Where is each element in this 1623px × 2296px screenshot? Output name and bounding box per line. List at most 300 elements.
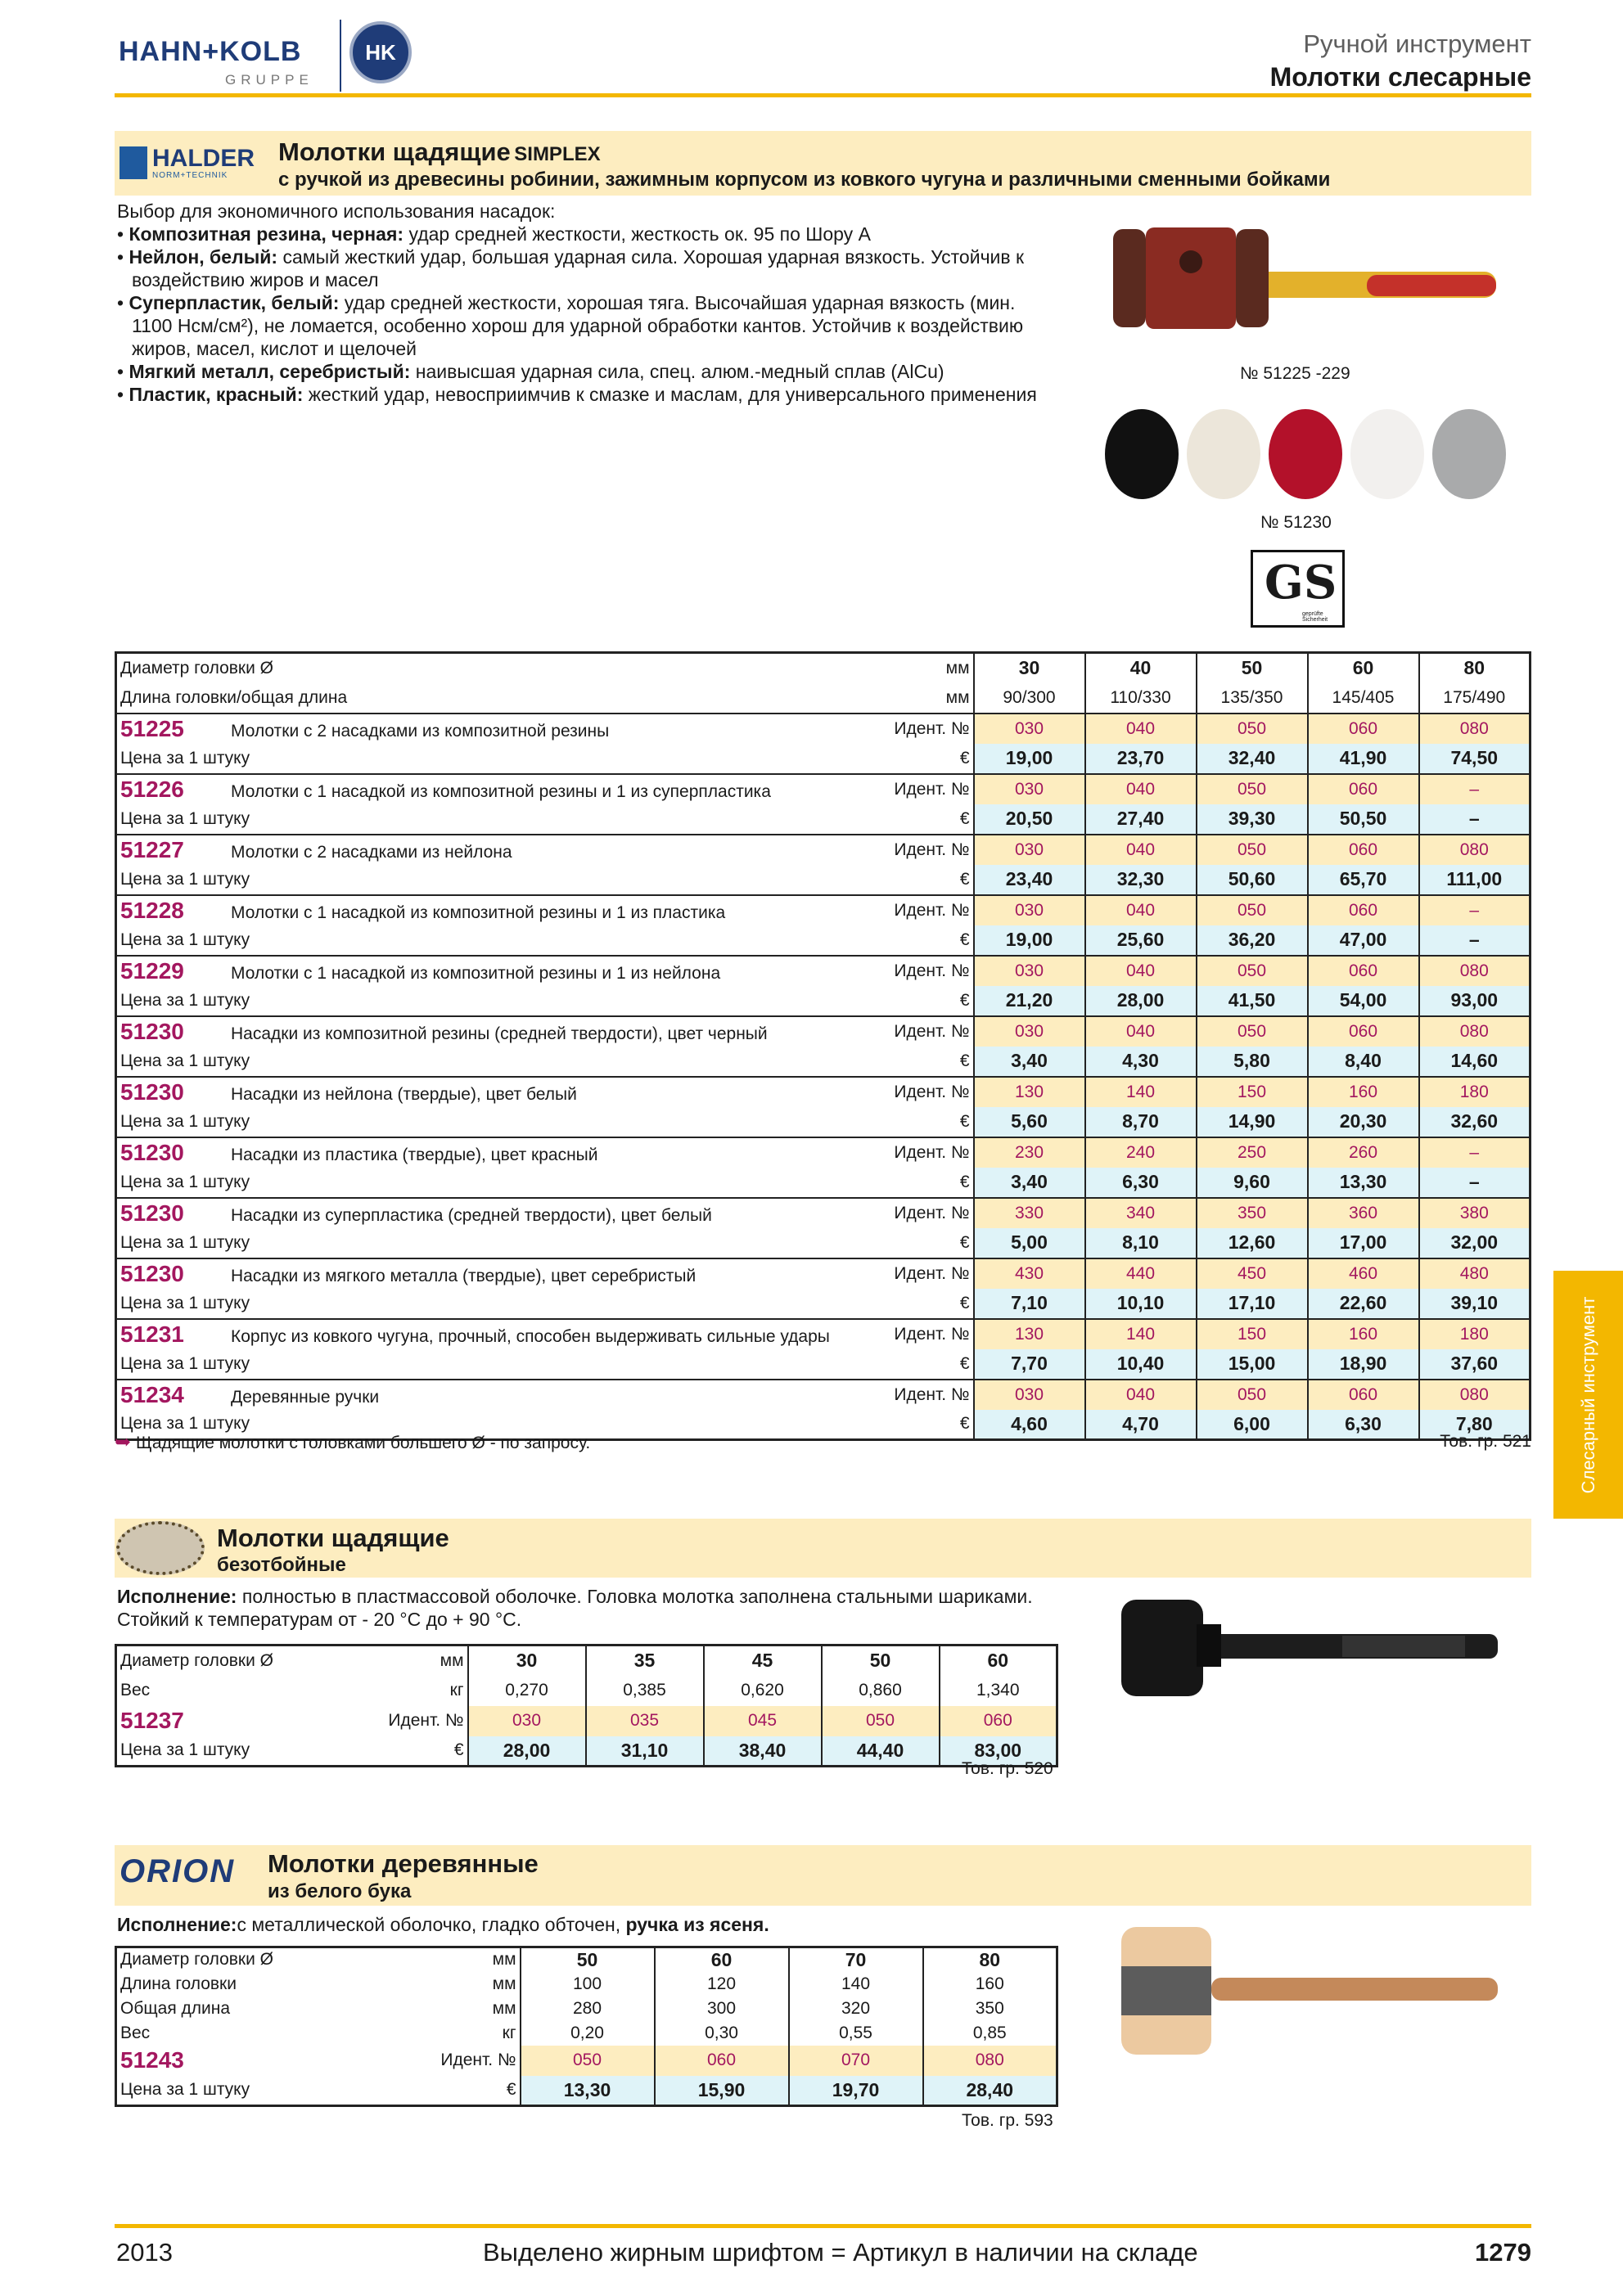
product-description: Насадки из композитной резины (средней твердости), цвет черный [231, 1024, 768, 1043]
ident-value: 160 [1308, 1077, 1419, 1107]
product-description: Корпус из ковкого чугуна, прочный, способен выдерживать сильные удары [231, 1326, 830, 1346]
price-value: 41,50 [1197, 986, 1308, 1016]
unit-kg: кг [449, 1681, 464, 1699]
price-value: 25,60 [1085, 925, 1197, 956]
weight-value: 0,860 [822, 1676, 940, 1706]
article-code: 51230 [120, 1018, 184, 1044]
bullet-item: • Мягкий металл, серебристый: наивысшая ударная сила, спец. алюм.-медный сплав (AlCu) [117, 361, 944, 382]
ident-value: 030 [974, 1016, 1085, 1047]
ident-value: 160 [1308, 1319, 1419, 1349]
section3-title: Молотки деревянные [268, 1849, 539, 1878]
price-row [116, 1107, 1531, 1137]
header-row-length [116, 683, 1531, 714]
header-row-diameter [116, 1645, 1057, 1676]
arrow-right-icon: ➥ [115, 1431, 132, 1453]
bullet-item: • Пластик, красный: жесткий удар, невосприимчив к смазке и маслам, для универсального применения [117, 384, 1037, 405]
ident-value: 080 [1419, 956, 1531, 986]
price-label: Цена за 1 штуку [116, 2076, 383, 2106]
ident-value: 050 [1197, 835, 1308, 865]
ident-value: 050 [1197, 1380, 1308, 1410]
product-group-3: Тов. гр. 593 [962, 2111, 1053, 2130]
price-value: 41,90 [1308, 744, 1419, 774]
price-value: 37,60 [1419, 1349, 1531, 1380]
currency: € [959, 1172, 970, 1191]
ident-value: 070 [789, 2046, 923, 2076]
bullet-text: удар средней жесткости, жесткость ок. 95 по Шору А [403, 223, 871, 245]
halder-mark-icon [119, 146, 147, 179]
price-value: 13,30 [521, 2076, 655, 2106]
ident-label: Идент. № [388, 1711, 464, 1730]
simplex-hammer-image [1097, 205, 1506, 352]
ident-value: 040 [1085, 1380, 1197, 1410]
ident-value: 050 [1197, 895, 1308, 925]
ident-value: 350 [1197, 1198, 1308, 1228]
price-value: 17,10 [1197, 1289, 1308, 1319]
total-length-value: 300 [655, 1997, 789, 2021]
section3-description [117, 1913, 1058, 1936]
bullet-term: Мягкий металл, серебристый: [128, 361, 411, 382]
head-length-value: 160 [923, 1972, 1057, 1997]
ident-value: 045 [704, 1706, 822, 1736]
article-code: 51243 [120, 2047, 184, 2073]
simplex-price-table [115, 651, 1531, 1441]
price-row [116, 1349, 1531, 1380]
price-label: Цена за 1 штуку [116, 1107, 886, 1137]
currency: € [885, 1410, 973, 1440]
price-label: Цена за 1 штуку [116, 1168, 886, 1198]
product-description-cell [116, 1198, 886, 1228]
price-row [116, 2076, 1057, 2106]
price-value: 36,20 [1197, 925, 1308, 956]
deadblow-price-table [115, 1644, 1058, 1767]
article-code: 51228 [120, 897, 184, 923]
ident-value: 480 [1419, 1258, 1531, 1289]
section1-title-main: Молотки щадящие [278, 137, 511, 166]
weight-value: 0,55 [789, 2021, 923, 2046]
price-value: 6,30 [1308, 1410, 1419, 1440]
ident-label: Идент. № [885, 1258, 973, 1289]
head-length-label: Длина головки [116, 1972, 383, 1997]
section1-description [117, 200, 1058, 406]
diameter-value: 40 [1085, 653, 1197, 683]
ident-value: 150 [1197, 1077, 1308, 1107]
ident-value: 040 [1085, 774, 1197, 804]
price-value: 9,60 [1197, 1168, 1308, 1198]
ident-row [116, 774, 1531, 804]
weight-value: 1,340 [940, 1676, 1057, 1706]
ident-value: 130 [974, 1077, 1085, 1107]
price-row [116, 925, 1531, 956]
price-value: 39,10 [1419, 1289, 1531, 1319]
ident-value: 460 [1308, 1258, 1419, 1289]
unit-mm: мм [885, 653, 973, 683]
ident-value: 040 [1085, 895, 1197, 925]
section1-subtitle: с ручкой из древесины робинии, зажимным корпусом из ковкого чугуна и различными сменными бойками [278, 169, 1331, 191]
price-value: 32,00 [1419, 1228, 1531, 1258]
price-value: – [1419, 1168, 1531, 1198]
head-length-value: 120 [655, 1972, 789, 1997]
ident-value: 330 [974, 1198, 1085, 1228]
ident-value: 050 [822, 1706, 940, 1736]
section1-title-sub: SIMPLEX [514, 143, 601, 165]
ident-value: 080 [1419, 714, 1531, 744]
weight-value: 0,620 [704, 1676, 822, 1706]
currency: € [959, 869, 970, 889]
product-description-cell [116, 835, 886, 865]
price-value: 32,60 [1419, 1107, 1531, 1137]
ident-label: Идент. № [885, 714, 973, 744]
ident-value: 060 [1308, 1380, 1419, 1410]
length-label: Длина головки/общая длина [116, 683, 886, 714]
currency: € [348, 1736, 467, 1767]
image-caption-2: № 51230 [1260, 513, 1332, 532]
price-label: Цена за 1 штуку [116, 865, 886, 895]
price-value: 74,50 [1419, 744, 1531, 774]
bullet-item: • Нейлон, белый: самый жесткий удар, большая ударная сила. Хорошая ударная вязкость. Устойчив к воздействию жиров и масел [117, 246, 1025, 290]
ident-row [116, 956, 1531, 986]
ident-label: Идент. № [885, 1137, 973, 1168]
price-label: Цена за 1 штуку [116, 1289, 886, 1319]
price-value: 8,40 [1308, 1047, 1419, 1077]
ident-value: 030 [974, 895, 1085, 925]
product-description-cell [116, 1077, 886, 1107]
length-value: 110/330 [1085, 683, 1197, 714]
ident-value: 050 [1197, 1016, 1308, 1047]
product-description-cell [116, 956, 886, 986]
ident-row [116, 2046, 1057, 2076]
price-row [116, 1736, 1057, 1767]
ident-row [116, 895, 1531, 925]
bullet-term: Суперпластик, белый: [128, 292, 340, 313]
currency: € [959, 748, 970, 768]
price-row [116, 744, 1531, 774]
bullet-text: наивысшая ударная сила, спец. алюм.-медный сплав (AlCu) [410, 361, 944, 382]
price-value: 4,30 [1085, 1047, 1197, 1077]
diameter-value: 80 [1419, 653, 1531, 683]
price-value: 22,60 [1308, 1289, 1419, 1319]
diameter-value: 50 [822, 1645, 940, 1676]
diameter-value: 60 [940, 1645, 1057, 1676]
weight-value: 0,385 [586, 1676, 704, 1706]
length-value: 145/405 [1308, 683, 1419, 714]
ident-value: 050 [521, 2046, 655, 2076]
price-value: 15,00 [1197, 1349, 1308, 1380]
ident-value: 080 [923, 2046, 1057, 2076]
price-value: 5,80 [1197, 1047, 1308, 1077]
price-value: – [1419, 925, 1531, 956]
article-code: 51227 [120, 836, 184, 862]
header-row-total-length [116, 1997, 1057, 2021]
price-value: 19,00 [974, 925, 1085, 956]
price-value: 18,90 [1308, 1349, 1419, 1380]
total-length-value: 320 [789, 1997, 923, 2021]
price-label: Цена за 1 штуку [116, 986, 886, 1016]
diameter-value: 30 [468, 1645, 586, 1676]
product-description-cell [116, 1016, 886, 1047]
ident-value: 035 [586, 1706, 704, 1736]
price-value: 39,30 [1197, 804, 1308, 835]
ident-value: 030 [468, 1706, 586, 1736]
weight-value: 0,30 [655, 2021, 789, 2046]
length-value: 175/490 [1419, 683, 1531, 714]
article-code: 51231 [120, 1321, 184, 1347]
product-description-cell [116, 1319, 886, 1349]
section1-bullet-list [117, 223, 1058, 406]
ident-value: 260 [1308, 1137, 1419, 1168]
bullet-term: Нейлон, белый: [128, 246, 278, 268]
gs-mark-letters: GS [1265, 556, 1337, 610]
article-code: 51225 [120, 715, 184, 741]
ident-value: 040 [1085, 1016, 1197, 1047]
exec-text: с металлической оболочко, гладко обточен, [237, 1914, 626, 1935]
exec-label: Исполнение: [117, 1586, 237, 1607]
price-row [116, 804, 1531, 835]
price-value: 5,60 [974, 1107, 1085, 1137]
price-value: 7,80 [1419, 1410, 1531, 1440]
price-value: 111,00 [1419, 865, 1531, 895]
ident-value: 060 [1308, 835, 1419, 865]
section2-title: Молотки щадящие [217, 1524, 449, 1552]
section2-logo [116, 1521, 205, 1575]
diameter-value: 30 [974, 653, 1085, 683]
price-value: 4,60 [974, 1410, 1085, 1440]
table-note [115, 1430, 590, 1454]
ident-label: Идент. № [885, 1077, 973, 1107]
footer-rule [115, 2224, 1531, 2228]
page-number: 1279 [1475, 2238, 1531, 2267]
article-code: 51237 [120, 1708, 184, 1733]
section3-subtitle: из белого бука [268, 1880, 412, 1902]
price-row [116, 986, 1531, 1016]
side-tab-label: Слесарный инструмент [1577, 1296, 1598, 1493]
section2-subtitle: безотбойные [217, 1554, 346, 1576]
brand-emblem-text: HK [365, 40, 396, 65]
unit-mm: мм [492, 1998, 516, 2018]
price-label: Цена за 1 штуку [116, 1410, 886, 1440]
price-label: Цена за 1 штуку [116, 925, 886, 956]
product-description: Насадки из нейлона (твердые), цвет белый [231, 1084, 577, 1104]
price-row [116, 1228, 1531, 1258]
total-length-label: Общая длина [116, 1997, 383, 2021]
article-code: 51230 [120, 1260, 184, 1286]
price-value: 65,70 [1308, 865, 1419, 895]
article-number [116, 2046, 383, 2076]
currency: € [959, 1293, 970, 1312]
head-length-value: 140 [789, 1972, 923, 1997]
ident-label: Идент. № [885, 1198, 973, 1228]
ident-label: Идент. № [885, 835, 973, 865]
ident-row [116, 1016, 1531, 1047]
ident-value: 060 [1308, 714, 1419, 744]
ident-value: 030 [974, 774, 1085, 804]
brand-sub: GRUPPE [225, 72, 313, 88]
price-value: 7,10 [974, 1289, 1085, 1319]
product-description: Насадки из мягкого металла (твердые), цвет серебристый [231, 1266, 697, 1285]
price-value: 20,50 [974, 804, 1085, 835]
price-value: 10,40 [1085, 1349, 1197, 1380]
diameter-value: 50 [521, 1947, 655, 1972]
diameter-value: 80 [923, 1947, 1057, 1972]
header-row-weight [116, 2021, 1057, 2046]
image-caption-1: № 51225 -229 [1240, 364, 1350, 383]
price-value: 23,40 [974, 865, 1085, 895]
currency: € [959, 808, 970, 828]
price-value: 28,00 [468, 1736, 586, 1767]
product-group-2: Тов. гр. 520 [962, 1759, 1053, 1778]
price-value: 83,00 [940, 1736, 1057, 1767]
diameter-value: 60 [655, 1947, 789, 1972]
product-description: Молотки с 2 насадками из нейлона [231, 842, 512, 862]
section1-title [278, 137, 601, 167]
ident-value: 440 [1085, 1258, 1197, 1289]
article-code: 51234 [120, 1381, 184, 1407]
price-value: 28,40 [923, 2076, 1057, 2106]
product-description: Насадки из суперпластика (средней твердости), цвет белый [231, 1205, 712, 1225]
price-label: Цена за 1 штуку [116, 804, 886, 835]
article-code: 51226 [120, 776, 184, 802]
ident-value: – [1419, 895, 1531, 925]
article-code: 51230 [120, 1078, 184, 1105]
head-length-value: 100 [521, 1972, 655, 1997]
ident-value: 060 [1308, 956, 1419, 986]
bullet-text: жесткий удар, невосприимчив к смазке и маслам, для универсального применения [303, 384, 1037, 405]
bullet-text: самый жесткий удар, большая ударная сила. Хорошая ударная вязкость. Устойчив к воздействию жиров и масел [132, 246, 1025, 290]
price-row [116, 1289, 1531, 1319]
ident-value: 130 [974, 1319, 1085, 1349]
diameter-value: 50 [1197, 653, 1308, 683]
ident-value: 050 [1197, 956, 1308, 986]
header-row-diameter [116, 653, 1531, 683]
price-label: Цена за 1 штуку [116, 1349, 886, 1380]
price-value: 50,50 [1308, 804, 1419, 835]
product-description-cell [116, 1380, 886, 1410]
ident-value: 380 [1419, 1198, 1531, 1228]
weight-value: 0,20 [521, 2021, 655, 2046]
price-label: Цена за 1 штуку [116, 1228, 886, 1258]
diameter-value: 70 [789, 1947, 923, 1972]
price-value: – [1419, 804, 1531, 835]
orion-logo: ORION [119, 1853, 236, 1889]
header-title: Молотки слесарные [1269, 62, 1531, 92]
price-value: 32,30 [1085, 865, 1197, 895]
unit-mm: мм [945, 687, 970, 707]
price-value: 23,70 [1085, 744, 1197, 774]
note-text: Щадящие молотки с головками большего Ø - по запросу. [135, 1434, 591, 1452]
weight-value: 0,270 [468, 1676, 586, 1706]
ident-value: 040 [1085, 714, 1197, 744]
product-description-cell [116, 1258, 886, 1289]
total-length-value: 350 [923, 1997, 1057, 2021]
price-value: 3,40 [974, 1168, 1085, 1198]
deadblow-hammer-image [1105, 1591, 1514, 1706]
product-description-cell [116, 774, 886, 804]
product-description: Деревянные ручки [231, 1387, 380, 1407]
ident-value: 060 [940, 1706, 1057, 1736]
gs-mark-label: geprüfte Sicherheit [1302, 611, 1328, 623]
price-value: 28,00 [1085, 986, 1197, 1016]
length-value: 90/300 [974, 683, 1085, 714]
price-value: 5,00 [974, 1228, 1085, 1258]
price-value: 6,30 [1085, 1168, 1197, 1198]
ident-value: 040 [1085, 956, 1197, 986]
ident-value: 250 [1197, 1137, 1308, 1168]
price-value: 38,40 [704, 1736, 822, 1767]
replacement-caps-image [1101, 405, 1510, 503]
ident-row [116, 1258, 1531, 1289]
ident-value: 080 [1419, 1380, 1531, 1410]
ident-value: – [1419, 774, 1531, 804]
ident-label: Идент. № [885, 895, 973, 925]
unit-kg: кг [502, 2023, 516, 2042]
price-label: Цена за 1 штуку [116, 1047, 886, 1077]
price-row [116, 1168, 1531, 1198]
ident-value: 050 [1197, 714, 1308, 744]
currency: € [959, 1111, 970, 1131]
ident-value: 340 [1085, 1198, 1197, 1228]
article-code: 51230 [120, 1200, 184, 1226]
exec-text: полностью в пластмассовой оболочке. Головка молотка заполнена стальными шариками. Стойкий к температурам от - 20 °C до + 90 °C. [117, 1586, 1033, 1630]
currency: € [959, 1232, 970, 1252]
diameter-value: 45 [704, 1645, 822, 1676]
price-value: 8,10 [1085, 1228, 1197, 1258]
section1-intro: Выбор для экономичного использования насадок: [117, 200, 556, 222]
ident-value: 060 [1308, 1016, 1419, 1047]
ident-label: Идент. № [885, 774, 973, 804]
price-value: 47,00 [1308, 925, 1419, 956]
header-row-weight [116, 1676, 1057, 1706]
bullet-item: • Композитная резина, черная: удар средней жесткости, жесткость ок. 95 по Шору А [117, 223, 871, 245]
price-value: 12,60 [1197, 1228, 1308, 1258]
price-value: 44,40 [822, 1736, 940, 1767]
wooden-mallet-price-table [115, 1946, 1058, 2107]
ident-value: 080 [1419, 1016, 1531, 1047]
ident-row [116, 1198, 1531, 1228]
ident-value: 360 [1308, 1198, 1419, 1228]
ident-value: 230 [974, 1137, 1085, 1168]
price-value: 4,70 [1085, 1410, 1197, 1440]
header-rule [115, 93, 1531, 97]
diameter-value: 60 [1308, 653, 1419, 683]
bullet-term: Пластик, красный: [128, 384, 304, 405]
weight-label: Вес [116, 2021, 383, 2046]
exec-handle: ручка из ясеня. [625, 1914, 769, 1935]
ident-value: 060 [1308, 895, 1419, 925]
header-category: Ручной инструмент [1303, 29, 1531, 58]
ident-value: 060 [655, 2046, 789, 2076]
ident-value: 040 [1085, 835, 1197, 865]
ident-row [116, 714, 1531, 744]
product-description: Молотки с 1 насадкой из композитной резины и 1 из нейлона [231, 963, 721, 983]
price-value: 14,90 [1197, 1107, 1308, 1137]
diameter-label: Диаметр головки Ø [116, 653, 886, 683]
price-value: 27,40 [1085, 804, 1197, 835]
halder-sub: NORM+TECHNIK [152, 171, 228, 180]
ident-value: 180 [1419, 1319, 1531, 1349]
price-value: 3,40 [974, 1047, 1085, 1077]
unit-mm: мм [383, 1947, 521, 1972]
ident-value: 450 [1197, 1258, 1308, 1289]
ident-row [116, 835, 1531, 865]
weight-label: Вес [116, 1676, 349, 1706]
price-value: 50,60 [1197, 865, 1308, 895]
halder-logo [119, 145, 264, 182]
product-description: Молотки с 1 насадкой из композитной резины и 1 из пластика [231, 903, 726, 922]
ident-value: 060 [1308, 774, 1419, 804]
diameter-label: Диаметр головки Ø [116, 1947, 383, 1972]
price-value: 17,00 [1308, 1228, 1419, 1258]
section-side-tab[interactable] [1553, 1271, 1623, 1519]
product-description-cell [116, 1137, 886, 1168]
